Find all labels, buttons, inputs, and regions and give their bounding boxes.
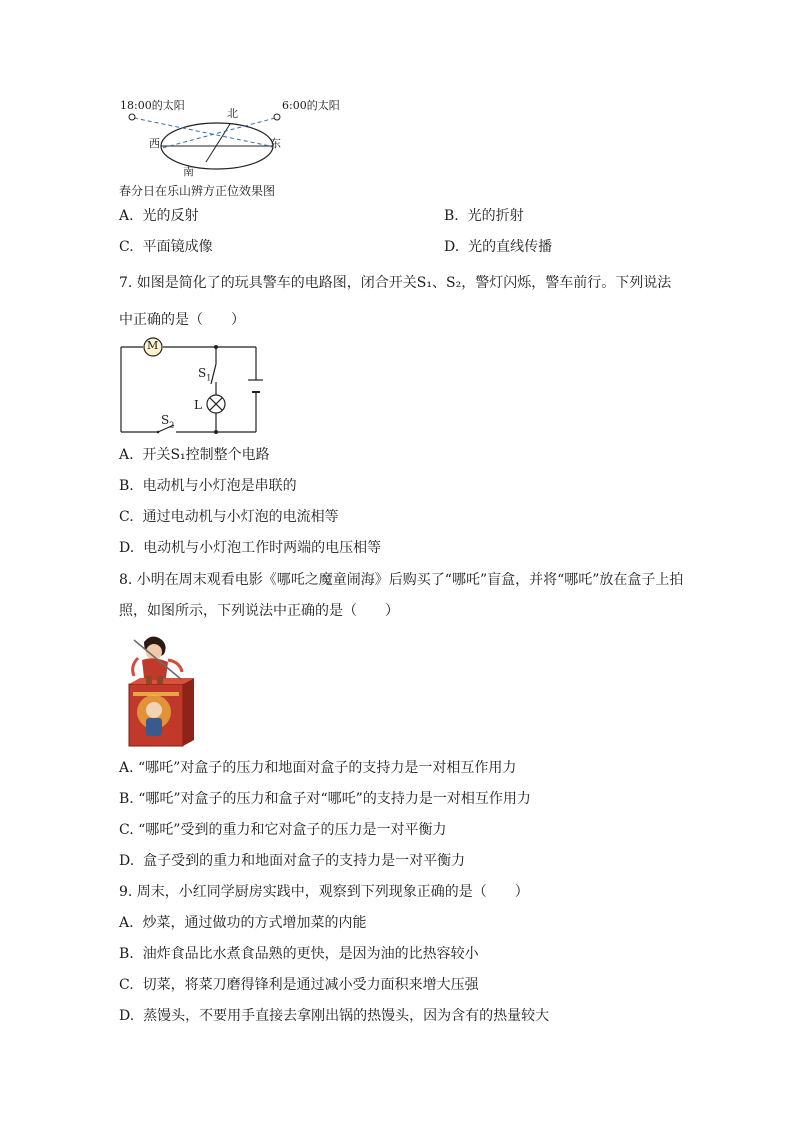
label-west: 西 bbox=[149, 137, 160, 150]
option-text: 油炸食品比水煮食品熟的更快，是因为油的比热容较小 bbox=[142, 946, 479, 962]
circuit-svg bbox=[118, 336, 263, 438]
label-1800-sun: 18:00的太阳 bbox=[120, 99, 185, 112]
switch-s1-blade bbox=[211, 364, 216, 384]
label-0600-sun: 6:00的太阳 bbox=[282, 99, 340, 112]
option-text: 平面镜成像 bbox=[142, 239, 213, 255]
figure-caption: 春分日在乐山辨方正位效果图 bbox=[119, 184, 276, 198]
q7-option-d bbox=[119, 539, 381, 557]
option-text: 光的直线传播 bbox=[468, 239, 553, 255]
lamp-label: L bbox=[194, 398, 202, 412]
option-letter: C. bbox=[119, 509, 134, 525]
option-text: 通过电动机与小灯泡的电流相等 bbox=[142, 509, 339, 525]
q7-option-b bbox=[119, 477, 297, 495]
option-text: 电动机与小灯泡工作时两端的电压相等 bbox=[143, 540, 382, 556]
label-north: 北 bbox=[227, 107, 238, 120]
sun-direction-figure bbox=[112, 96, 352, 180]
option-text: 光的反射 bbox=[142, 208, 199, 224]
option-letter: B. bbox=[119, 478, 134, 494]
circuit-diagram bbox=[118, 336, 263, 438]
q6-option-a bbox=[119, 207, 198, 225]
nezha-photo bbox=[124, 632, 198, 748]
nezha-figure-illustration bbox=[124, 632, 198, 748]
option-text: 盒子受到的重力和地面对盒子的支持力是一对平衡力 bbox=[143, 853, 466, 869]
option-letter: B. bbox=[119, 791, 134, 807]
switch-s2-label: $S_2$ bbox=[161, 413, 175, 430]
option-letter: D. bbox=[119, 853, 135, 869]
q7-stem-line1: 7. 如图是简化了的玩具警车的电路图，闭合开关S₁、S₂，警灯闪烁，警车前行。下列说法 bbox=[119, 275, 672, 291]
sun-evening-icon bbox=[129, 114, 135, 120]
q6-option-b bbox=[444, 207, 524, 225]
q8-stem-line2: 照，如图所示，下列说法中正确的是（ ） bbox=[119, 603, 399, 619]
option-letter: C. bbox=[119, 977, 134, 993]
q6-option-c bbox=[119, 238, 213, 256]
q8-option-b bbox=[119, 790, 531, 808]
motor-label: M bbox=[147, 339, 159, 352]
switch-s1-label: $S_1$ bbox=[198, 366, 212, 383]
q8-option-c bbox=[119, 821, 446, 839]
option-letter: D. bbox=[444, 239, 460, 255]
q7-option-a bbox=[119, 446, 270, 464]
q8-option-d bbox=[119, 852, 465, 870]
option-letter: A. bbox=[119, 760, 134, 776]
q8-stem-line1: 8. 小明在周末观看电影《哪吒之魔童闹海》后购买了“哪吒”盲盒，并将“哪吒”放在盒子上拍 bbox=[119, 572, 684, 588]
q7-option-c bbox=[119, 508, 339, 526]
option-text: 光的折射 bbox=[467, 208, 524, 224]
option-text: 电动机与小灯泡是串联的 bbox=[142, 478, 297, 494]
label-south: 南 bbox=[183, 165, 194, 178]
option-letter: C. bbox=[119, 822, 134, 838]
option-letter: A. bbox=[119, 915, 134, 931]
sun-morning-icon bbox=[274, 114, 280, 120]
q6-option-d bbox=[444, 238, 552, 256]
q8-option-a bbox=[119, 759, 516, 777]
north-south-line bbox=[206, 124, 230, 162]
option-letter: A. bbox=[119, 447, 134, 463]
option-text: 炒菜，通过做功的方式增加菜的内能 bbox=[142, 915, 367, 931]
option-text: 蒸馒头，不要用手直接去拿刚出锅的热馒头，因为含有的热量较大 bbox=[143, 1008, 550, 1024]
option-text: 切菜，将菜刀磨得锋利是通过减小受力面积来增大压强 bbox=[142, 977, 479, 993]
q9-option-a bbox=[119, 914, 366, 932]
option-letter: A. bbox=[119, 208, 134, 224]
option-letter: D. bbox=[119, 540, 135, 556]
option-letter: B. bbox=[444, 208, 459, 224]
option-letter: B. bbox=[119, 946, 134, 962]
option-text: “哪吒”对盒子的压力和地面对盒子的支持力是一对相互作用力 bbox=[138, 760, 517, 776]
option-letter: D. bbox=[119, 1008, 135, 1024]
q9-stem-line1: 9. 周末，小红同学厨房实践中，观察到下列现象正确的是（ ） bbox=[119, 884, 529, 900]
q9-option-d bbox=[119, 1007, 549, 1025]
label-east: 东 bbox=[270, 137, 281, 150]
q7-stem-line2: 中正确的是（ ） bbox=[119, 312, 245, 328]
option-text: “哪吒”对盒子的压力和盒子对“哪吒”的支持力是一对相互作用力 bbox=[138, 791, 531, 807]
option-text: 开关S₁控制整个电路 bbox=[142, 447, 270, 463]
q9-option-c bbox=[119, 976, 479, 994]
option-text: “哪吒”受到的重力和它对盒子的压力是一对平衡力 bbox=[138, 822, 447, 838]
option-letter: C. bbox=[119, 239, 134, 255]
q9-option-b bbox=[119, 945, 479, 963]
